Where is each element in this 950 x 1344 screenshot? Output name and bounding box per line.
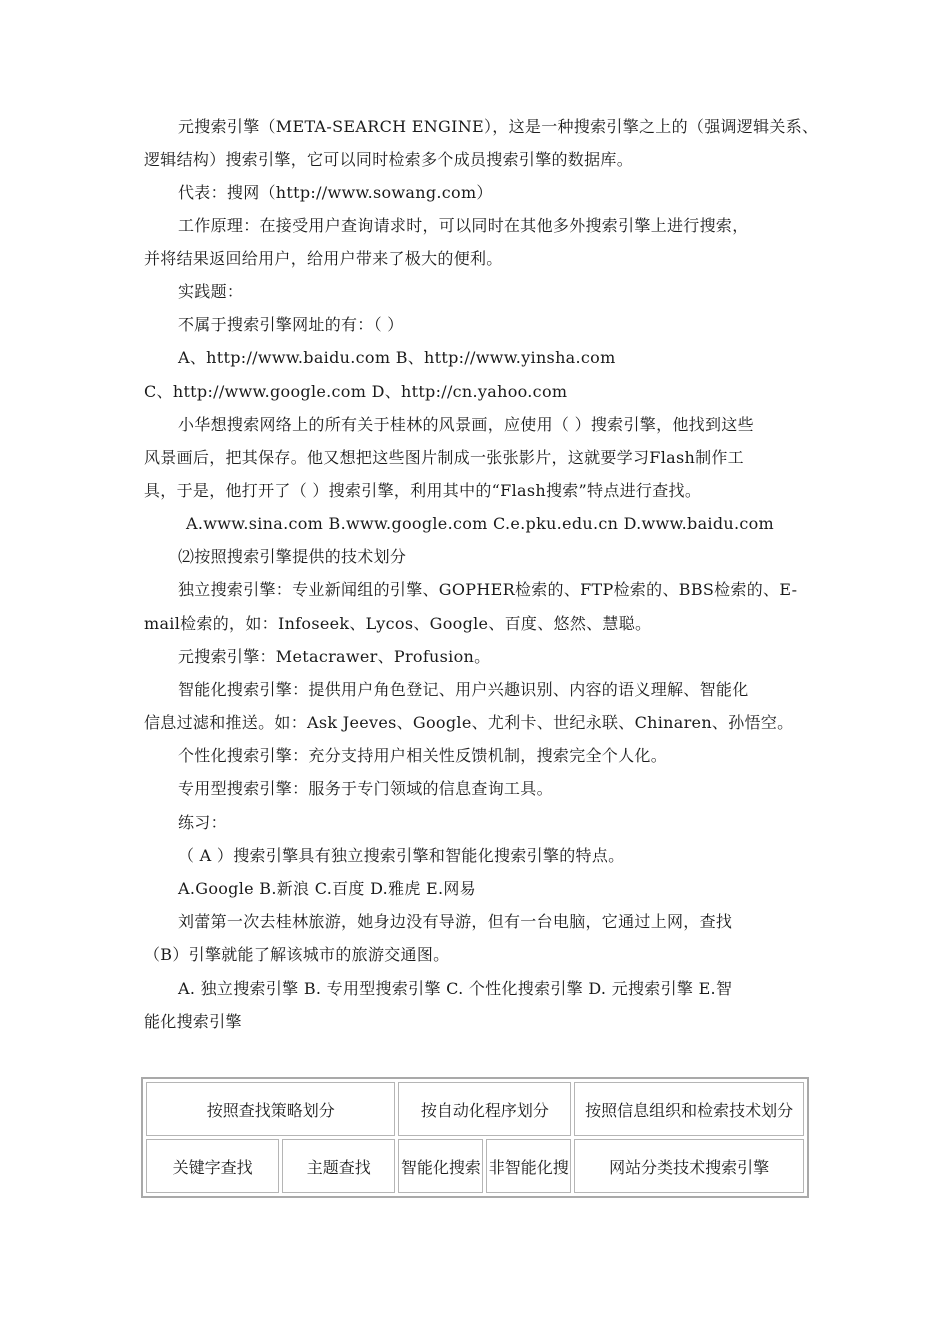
paragraph-line: 练习： bbox=[178, 813, 227, 832]
table-header-cell: 按照信息组织和检索技术划分 bbox=[574, 1082, 804, 1136]
paragraph-line: mail检索的，如：Infoseek、Lycos、Google、百度、悠然、慧聪。 bbox=[144, 614, 652, 633]
paragraph-line: 能化搜索引擎 bbox=[144, 1012, 242, 1031]
table-cell: 网站分类技术搜索引擎 bbox=[574, 1139, 804, 1193]
paragraph-line: 元搜索引擎：Metacrawer、Profusion。 bbox=[178, 647, 491, 666]
paragraph-line: 独立搜索引擎：专业新闻组的引擎、GOPHER检索的、FTP检索的、BBS检索的、E- bbox=[178, 580, 798, 599]
paragraph-line: （ A ）搜索引擎具有独立搜索引擎和智能化搜索引擎的特点。 bbox=[178, 846, 625, 865]
paragraph-line: A、http://www.baidu.com B、http://www.yinsha.com bbox=[178, 348, 616, 367]
paragraph-line: 不属于搜索引擎网址的有：（ ） bbox=[178, 315, 404, 334]
paragraph-line: 个性化搜索引擎：充分支持用户相关性反馈机制，搜索完全个人化。 bbox=[178, 746, 668, 765]
paragraph-line: 具，于是，他打开了（ ）搜索引擎，利用其中的“Flash搜索”特点进行查找。 bbox=[144, 481, 702, 500]
paragraph-line: 智能化搜索引擎：提供用户角色登记、用户兴趣识别、内容的语义理解、智能化 bbox=[178, 680, 749, 699]
table-cell: 非智能化搜 bbox=[486, 1139, 571, 1193]
paragraph-line: 代表：搜网（http://www.sowang.com） bbox=[178, 183, 493, 202]
paragraph-line: A.Google B.新浪 C.百度 D.雅虎 E.网易 bbox=[178, 879, 476, 898]
paragraph-line: 信息过滤和推送。如：Ask Jeeves、Google、尤利卡、世纪永联、Chinaren、孙悟空。 bbox=[144, 713, 794, 732]
table-cell: 智能化搜索 bbox=[398, 1139, 483, 1193]
paragraph-line: 小华想搜索网络上的所有关于桂林的风景画，应使用（ ）搜索引擎，他找到这些 bbox=[178, 415, 754, 434]
paragraph-line: 逻辑结构）搜索引擎，它可以同时检索多个成员搜索引擎的数据库。 bbox=[144, 150, 634, 169]
table-header-row bbox=[146, 1082, 804, 1136]
paragraph-line: 并将结果返回给用户，给用户带来了极大的便利。 bbox=[144, 249, 503, 268]
paragraph-line: 元搜索引擎（META-SEARCH ENGINE），这是一种搜索引擎之上的（强调逻辑关系、 bbox=[178, 117, 819, 136]
paragraph-line: 刘蕾第一次去桂林旅游，她身边没有导游，但有一台电脑，它通过上网，查找 bbox=[178, 912, 733, 931]
paragraph-line: 风景画后，把其保存。他又想把这些图片制成一张张影片，这就要学习Flash制作工 bbox=[144, 448, 744, 467]
classification-table bbox=[141, 1077, 809, 1198]
table-row bbox=[146, 1139, 804, 1193]
paragraph-line: C、http://www.google.com D、http://cn.yahoo.com bbox=[144, 382, 568, 401]
paragraph-line: A. 独立搜索引擎 B. 专用型搜索引擎 C. 个性化搜索引擎 D. 元搜索引擎 E.智 bbox=[178, 979, 733, 998]
table-header-cell: 按自动化程序划分 bbox=[398, 1082, 571, 1136]
table-cell: 关键字查找 bbox=[146, 1139, 279, 1193]
paragraph-line: A.www.sina.com B.www.google.com C.e.pku.edu.cn D.www.baidu.com bbox=[186, 514, 775, 533]
paragraph-line: ⑵按照搜索引擎提供的技术划分 bbox=[178, 547, 407, 566]
table-cell: 主题查找 bbox=[282, 1139, 395, 1193]
paragraph-line: （B）引擎就能了解该城市的旅游交通图。 bbox=[144, 945, 450, 964]
paragraph-line: 实践题： bbox=[178, 282, 244, 301]
paragraph-line: 工作原理：在接受用户查询请求时，可以同时在其他多外搜索引擎上进行搜索， bbox=[178, 216, 749, 235]
paragraph-line: 专用型搜索引擎：服务于专门领域的信息查询工具。 bbox=[178, 779, 553, 798]
table-header-cell: 按照查找策略划分 bbox=[146, 1082, 395, 1136]
